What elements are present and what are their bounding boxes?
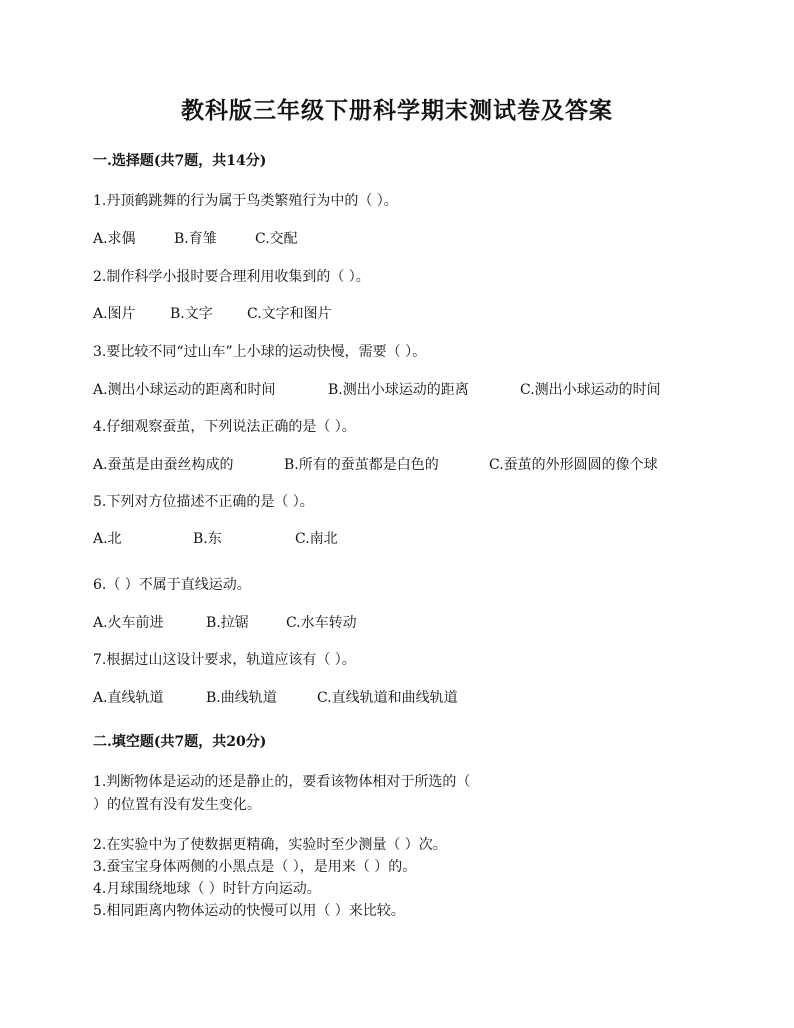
option-c: C.交配	[255, 231, 298, 247]
option-a: A.测出小球运动的距离和时间	[93, 382, 276, 398]
option-b: B.拉锯	[206, 615, 249, 631]
question-2: 2.制作科学小报时要合理利用收集到的（ ）。	[93, 269, 370, 285]
option-c: C.水车转动	[286, 615, 357, 631]
fill-question-2: 2.在实验中为了使数据更精确，实验时至少测量（ ）次。	[93, 837, 447, 853]
option-b: B.所有的蚕茧都是白色的	[284, 457, 439, 473]
option-a: A.蚕茧是由蚕丝构成的	[93, 457, 234, 473]
question-3: 3.要比较不同“过山车”上小球的运动快慢，需要（ ）。	[93, 344, 427, 360]
option-a: A.火车前进	[93, 615, 164, 631]
fill-question-4: 4.月球围绕地球（ ）时针方向运动。	[93, 881, 321, 897]
question-5: 5.下列对方位描述不正确的是（ ）。	[93, 494, 314, 510]
option-b: B.育雏	[174, 231, 217, 247]
fill-question-5: 5.相同距离内物体运动的快慢可以用（ ）来比较。	[93, 903, 405, 919]
option-c: C.测出小球运动的时间	[520, 382, 661, 398]
fill-question-1-line-2: ）的位置有没有发生变化。	[93, 797, 261, 813]
fill-question-3: 3.蚕宝宝身体两侧的小黑点是（ ），是用来（ ）的。	[93, 859, 417, 875]
option-a: A.北	[93, 531, 122, 547]
question-4: 4.仔细观察蚕茧，下列说法正确的是（ ）。	[93, 419, 356, 435]
option-c: C.蚕茧的外形圆圆的像个球	[489, 457, 658, 473]
question-7: 7.根据过山这设计要求，轨道应该有（ ）。	[93, 652, 356, 668]
question-1: 1.丹顶鹤跳舞的行为属于鸟类繁殖行为中的（ ）。	[93, 193, 398, 209]
option-b: B.测出小球运动的距离	[328, 382, 469, 398]
option-a: A.图片	[93, 306, 136, 322]
option-c: C.文字和图片	[247, 306, 332, 322]
page-title: 教科版三年级下册科学期末测试卷及答案	[181, 97, 613, 124]
option-b: B.文字	[170, 306, 213, 322]
fill-question-1-line-1: 1.判断物体是运动的还是静止的，要看该物体相对于所选的（	[93, 774, 471, 790]
option-c: C.南北	[295, 531, 338, 547]
option-a: A.求偶	[93, 231, 136, 247]
question-6: 6.（ ）不属于直线运动。	[93, 577, 251, 593]
option-a: A.直线轨道	[93, 690, 164, 706]
section-heading-fill: 二.填空题(共7题，共20分)	[93, 734, 267, 750]
section-heading-choice: 一.选择题(共7题，共14分)	[93, 153, 267, 169]
option-b: B.东	[193, 531, 222, 547]
option-b: B.曲线轨道	[206, 690, 277, 706]
option-c: C.直线轨道和曲线轨道	[317, 690, 458, 706]
